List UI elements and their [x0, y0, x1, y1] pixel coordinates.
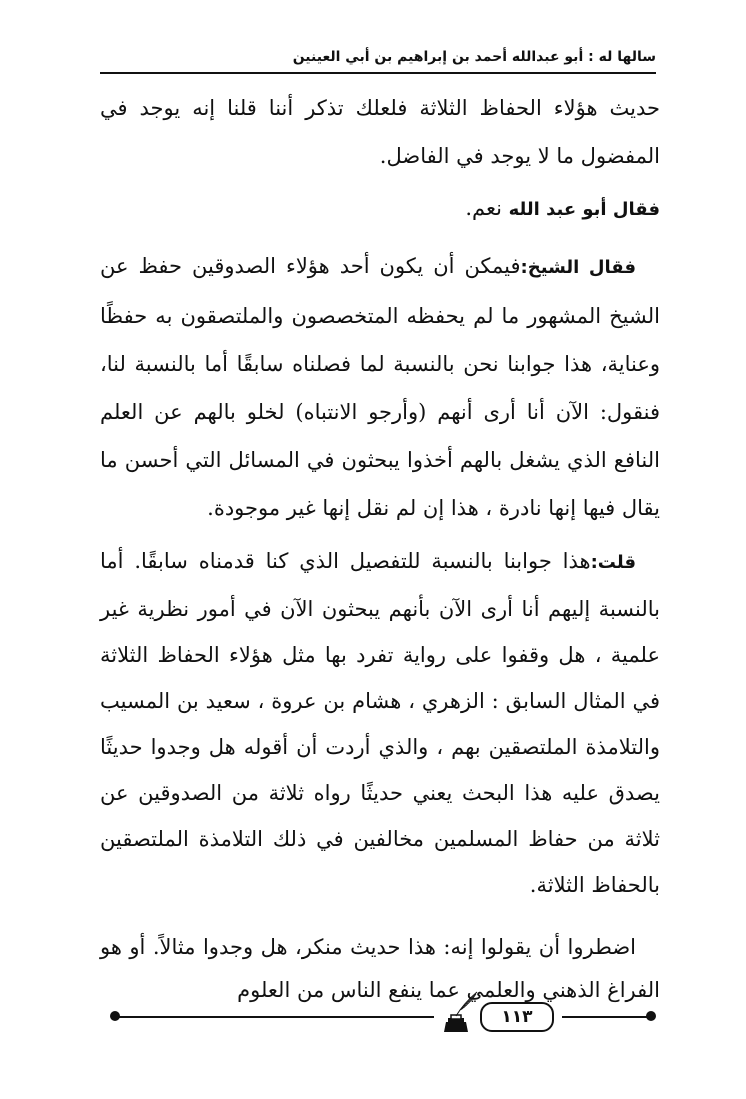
paragraph — [100, 188, 660, 230]
inkwell-quill-icon — [434, 990, 478, 1034]
paragraph — [100, 84, 660, 180]
running-header — [100, 40, 656, 74]
header-rule — [100, 72, 656, 74]
paragraph — [100, 538, 660, 908]
speaker-label: فقال أبو عبد الله — [508, 199, 660, 220]
paragraph-text: فيمكن أن يكون أحد هؤلاء الصدوقين حفظ عن الشيخ المشهور ما لم يحفظه المتخصصون والملتصقون به حفظًا وعناية، هذا جوابنا نحن بالنسبة لما فصلناه سابقًا أما بالنسبة لنا، فنقول: الآن أنا أرى أنهم (وأرجو الانتباه) لخلو بالهم عن العلم النافع الذي يشغل بالهم أخذوا يبحثون في المسائل التي أحسن ما يقال فيها إنها نادرة ، هذا إن لم نقل إنها غير موجودة. — [100, 254, 660, 520]
footer-rule-right — [562, 1016, 650, 1018]
header-title: سالها له : أبو عبدالله أحمد بن إبراهيم بن أبي العينين — [292, 49, 656, 65]
footer-dot-left — [110, 1011, 120, 1021]
paragraph-text: هذا جوابنا بالنسبة للتفصيل الذي كنا قدمناه سابقًا. أما بالنسبة إليهم أنا أرى الآن بأنهم يبحثون الآن في أمور نظرية غير علمية ، هل وقفوا على رواية تفرد بها مثل هؤلاء الحفاظ الثلاثة في المثال السابق : الزهري ، هشام بن عروة ، سعيد بن المسيب والتلامذة الملتصقين بهم ، والذي أردت أن أقوله هل وجدوا حديثًا يصدق عليه هذا البحث يعني حديثًا رواه ثلاثة من الصدوقين عن ثلاثة من حفاظ المسلمين مخالفين في ذلك التلامذة الملتصقين بالحفاظ الثلاثة. — [100, 549, 660, 897]
footer-dot-right — [646, 1011, 656, 1021]
page-body — [100, 84, 660, 1012]
page-number: ١١٣ — [480, 1002, 554, 1032]
footer-rule-left — [114, 1016, 434, 1018]
page-footer — [100, 990, 660, 1040]
paragraph-text: نعم. — [465, 196, 509, 220]
speaker-label: قلت: — [590, 552, 636, 573]
speaker-label: فقال الشيخ: — [520, 257, 636, 278]
paragraph-text: حديث هؤلاء الحفاظ الثلاثة فلعلك تذكر أننا قلنا إنه يوجد في المفضول ما لا يوجد في الفاضل. — [100, 96, 660, 168]
paragraph-text: اضطروا أن يقولوا إنه: هذا حديث منكر، هل وجدوا مثالاً. أو هو الفراغ الذهني والعلمي عما ينفع الناس من العلوم — [100, 935, 660, 1002]
paragraph — [100, 242, 660, 532]
